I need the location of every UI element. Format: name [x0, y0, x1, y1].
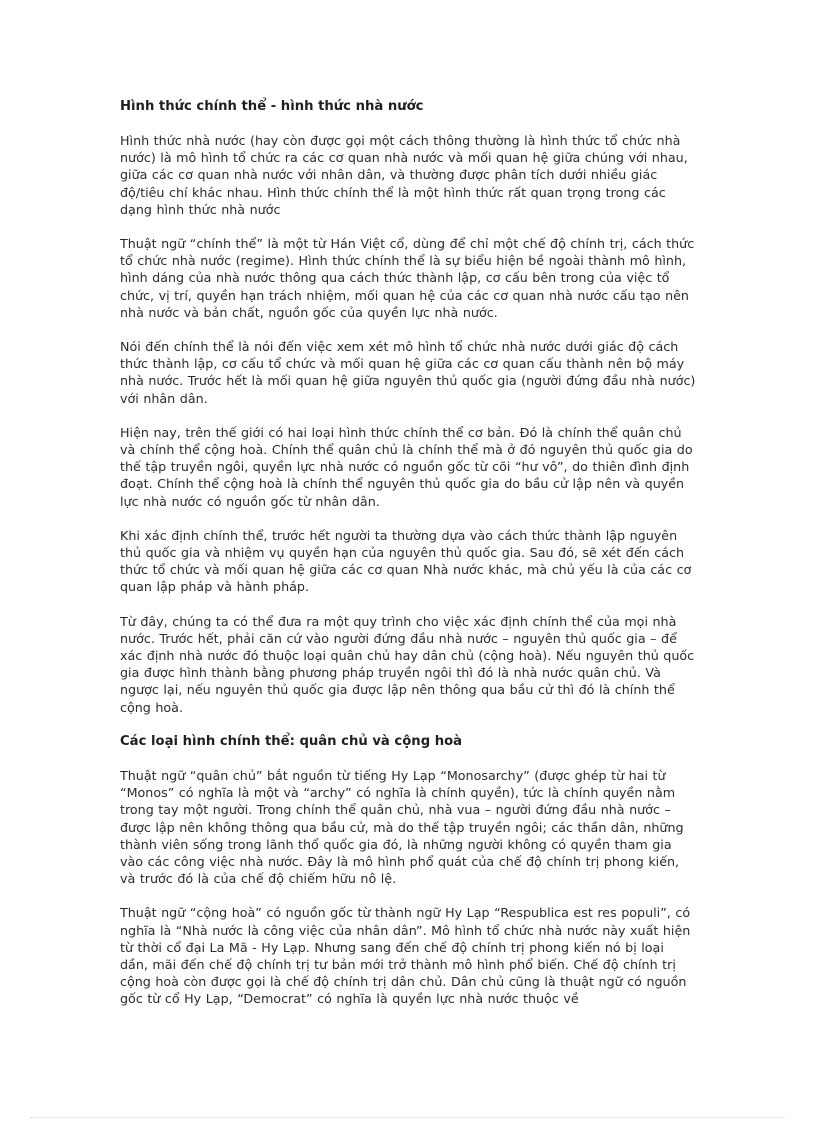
paragraph: Thuật ngữ “cộng hoà” có nguồn gốc từ thành ngữ Hy Lạp “Respublica est res populi”, có nghĩa là “Nhà nước là công việc của nhân dân”. Mô hình tổ chức nhà nước này xuất hiện từ thời cổ đại La Mã - Hy Lạp. Nhưng sang đến chế độ chính trị phong kiến nó bị loại dần, mãi đến chế độ chính trị tư bản mới trở thành mô hình phổ biến. Chế độ chính trị cộng hoà còn được gọi là chế độ chính trị dân chủ. Dân chủ cũng là thuật ngữ có nguồn gốc từ cổ Hy Lạp, “Democrat” có nghĩa là quyền lực nhà nước thuộc về: [120, 905, 691, 1007]
paragraph: Hình thức nhà nước (hay còn được gọi một cách thông thường là hình thức tổ chức nhà nước) là mô hình tổ chức ra các cơ quan nhà nước và mối quan hệ giữa chúng với nhau, giữa các cơ quan nhà nước với nhân dân, và thường được phân tích dưới nhiều giác độ/tiêu chí khác nhau. Hình thức chính thể là một hình thức rất quan trọng trong các dạng hình thức nhà nước: [120, 133, 688, 217]
paragraph: Thuật ngữ “chính thể” là một từ Hán Việt cổ, dùng để chỉ một chế độ chính trị, cách thức tổ chức nhà nước (regime). Hình thức chính thể là sự biểu hiện bề ngoài thành mô hình, hình dáng của nhà nước thông qua cách thức thành lập, cơ cấu bên trong của việc tổ chức, vị trí, quyền hạn trách nhiệm, mối quan hệ của các cơ quan nhà nước cấu tạo nên nhà nước và bản chất, nguồn gốc của quyền lực nhà nước.: [120, 236, 695, 320]
paragraph: Từ đây, chúng ta có thể đưa ra một quy trình cho việc xác định chính thể của mọi nhà nước. Trước hết, phải căn cứ vào người đứng đầu nhà nước – nguyên thủ quốc gia – để xác định nhà nước đó thuộc loại quân chủ hay dân chủ (cộng hoà). Nếu nguyên thủ quốc gia được hình thành bằng phương pháp truyền ngôi thì đó là nhà nước quân chủ. Và ngược lại, nếu nguyên thủ quốc gia được lập nên thông qua bầu cử thì đó là chính thể cộng hoà.: [120, 613, 695, 715]
paragraph: Nói đến chính thể là nói đến việc xem xét mô hình tổ chức nhà nước dưới giác độ cách thức thành lập, cơ cấu tổ chức và mối quan hệ giữa các cơ quan cấu thành nên bộ máy nhà nước. Trước hết là mối quan hệ giữa nguyên thủ quốc gia (người đứng đầu nhà nước) với nhân dân.: [120, 339, 696, 406]
section-heading-1: Hình thức chính thể - hình thức nhà nước: [120, 99, 424, 114]
page-bottom-divider: [30, 1117, 786, 1118]
paragraph: Hiện nay, trên thế giới có hai loại hình thức chính thể cơ bản. Đó là chính thể quân chủ và chính thể cộng hoà. Chính thể quân chủ là chính thể mà ở đó nguyên thủ quốc gia do thế tập truyền ngôi, quyền lực nhà nước có nguồn gốc từ cõi “hư vô”, do thiên đình định đoạt. Chính thể cộng hoà là chính thể nguyên thủ quốc gia do bầu cử lập nên và quyền lực nhà nước có nguồn gốc từ nhân dân.: [120, 424, 693, 509]
paragraph: Khi xác định chính thể, trước hết người ta thường dựa vào cách thức thành lập nguyên thủ quốc gia và nhiệm vụ quyền hạn của nguyên thủ quốc gia. Sau đó, sẽ xét đến cách thức tổ chức và mối quan hệ giữa các cơ quan Nhà nước khác, mà chủ yếu là của các cơ quan lập pháp và hành pháp.: [120, 527, 692, 595]
document-page: [120, 98, 696, 1025]
section-heading-2: Các loại hình chính thể: quân chủ và cộng hoà: [120, 733, 463, 749]
paragraph: Thuật ngữ “quân chủ” bắt nguồn từ tiếng Hy Lạp “Monosarchy” (được ghép từ hai từ “Monos” có nghĩa là một và “archy” có nghĩa là chính quyền), tức là chính quyền nằm trong tay một người. Trong chính thể quân chủ, nhà vua – người đứng đầu nhà nước – được lập nên không thông qua bầu cử, mà do thế tập truyền ngôi; các thần dân, những thành viên sống trong lãnh thổ quốc gia đó, là những người không có quyền tham gia vào các công việc nhà nước. Đây là mô hình phổ quát của chế độ chính trị phong kiến, và trước đó là của chế độ chiếm hữu nô lệ.: [120, 767, 684, 887]
